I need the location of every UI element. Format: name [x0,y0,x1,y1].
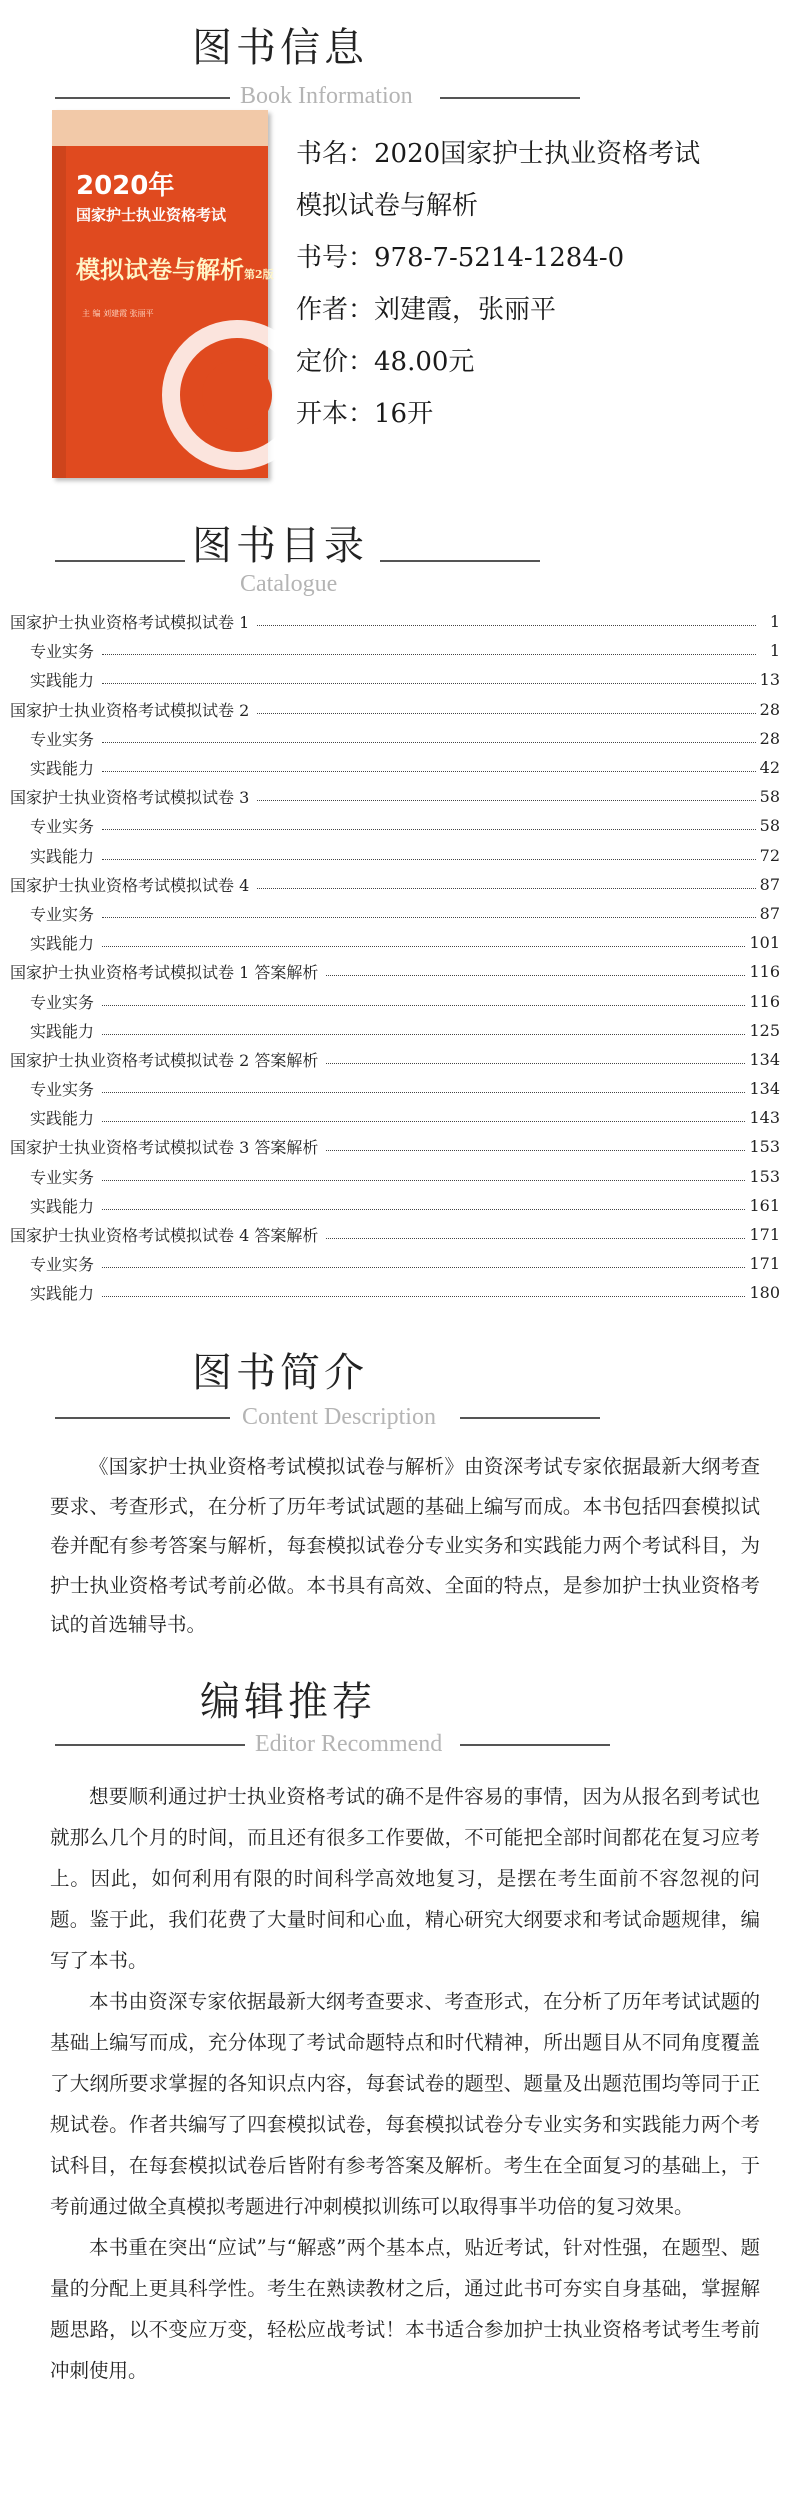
section-header-content [0,1345,790,1430]
toc-leader [326,1063,745,1064]
paragraph: 想要顺利通过护士执业资格考试的确不是件容易的事情，因为从报名到考试也就那么几个月的时间，而且还有很多工作要做，不可能把全部时间都花在复习应考上。因此，如何利用有限的时间科学高效地复习，是摆在考生面前不容忽视的问题。鉴于此，我们花费了大量时间和心血，精心研究大纲要求和考试命题规律，编写了本书。 [50,1785,760,1972]
toc-leader [102,1209,745,1210]
toc-label: 专业实务 [30,1167,95,1187]
cover-authors: 主 编 刘建霞 张丽平 [82,309,154,318]
section-title: 图书目录 [192,523,368,569]
content-description [50,1447,760,1645]
toc-page-number: 1 [769,641,780,661]
paragraph: 本书重在突出“应试”与“解惑”两个基本点，贴近考试，针对性强，在题型、题量的分配上更具科学性。考生在熟读教材之后，通过此书可夯实自身基础，掌握解题思路，以不变应万变，轻松应战考试！本书适合参加护士执业资格考试考生考前冲刺使用。 [50,2236,760,2382]
toc-leader [102,742,756,743]
book-price: 定价：48.00元 [296,347,475,377]
toc-page-number: 116 [749,962,780,982]
toc-page-number: 153 [749,1137,780,1157]
toc-label: 实践能力 [30,846,95,866]
toc-leader [326,1150,745,1151]
toc-page-number: 171 [749,1254,780,1274]
table-of-contents [10,607,780,1308]
toc-entry [10,782,780,811]
toc-page-number: 101 [749,933,780,953]
toc-entry [10,870,780,899]
toc-page-number: 161 [749,1195,780,1215]
section-header-editor [0,1672,790,1757]
toc-entry [10,1132,780,1161]
book-title-line1: 书名：2020国家护士执业资格考试 [296,139,701,169]
toc-leader [102,1296,745,1297]
toc-page-number: 1 [769,612,780,632]
toc-label: 实践能力 [30,934,95,954]
toc-label: 专业实务 [30,729,95,749]
toc-subentry [10,1162,780,1191]
book-info-list [296,128,700,440]
divider [55,1744,245,1746]
toc-page-number: 143 [749,1108,780,1128]
toc-entry [10,695,780,724]
toc-label: 实践能力 [30,1021,95,1041]
toc-page-number: 58 [759,816,780,836]
toc-subentry [10,753,780,782]
book-title-line2: 模拟试卷与解析 [296,191,479,221]
toc-subentry [10,1103,780,1132]
section-subtitle: Catalogue [240,571,338,597]
toc-subentry [10,1191,780,1220]
toc-subentry [10,899,780,928]
toc-subentry [10,665,780,694]
toc-subentry [10,636,780,665]
toc-leader [102,1121,745,1122]
toc-label: 国家护士执业资格考试模拟试卷 1 答案解析 [10,963,319,983]
toc-subentry [10,1074,780,1103]
section-header-book-info [0,20,790,109]
toc-subentry [10,1249,780,1278]
book-cover-image [52,110,274,478]
toc-label: 国家护士执业资格考试模拟试卷 2 [10,700,250,720]
toc-page-number: 116 [749,991,780,1011]
toc-leader [102,1034,745,1035]
toc-page-number: 42 [759,758,780,778]
toc-leader [102,1180,745,1181]
book-format: 开本：16开 [296,399,434,429]
toc-label: 专业实务 [30,1080,95,1100]
toc-page-number: 171 [749,1225,780,1245]
toc-page-number: 72 [759,845,780,865]
toc-label: 实践能力 [30,759,95,779]
cover-spine [52,146,66,478]
toc-page-number: 58 [759,787,780,807]
divider [55,560,185,562]
toc-page-number: 153 [749,1166,780,1186]
divider [380,560,540,562]
divider [460,1744,610,1746]
toc-leader [102,654,756,655]
toc-leader [102,683,756,684]
toc-label: 专业实务 [30,817,95,837]
toc-leader [102,1005,745,1006]
section-header-catalogue [0,520,790,600]
toc-label: 专业实务 [30,642,95,662]
toc-leader [102,771,756,772]
toc-leader [257,888,755,889]
toc-label: 国家护士执业资格考试模拟试卷 1 [10,613,250,633]
toc-label: 国家护士执业资格考试模拟试卷 4 答案解析 [10,1226,319,1246]
toc-page-number: 13 [759,670,780,690]
section-subtitle: Content Description [242,1404,436,1430]
cover-year: 2020年 [76,171,175,201]
cover-edition: 第2版 [244,268,274,281]
toc-leader [102,946,745,947]
toc-leader [257,713,755,714]
toc-page-number: 87 [759,874,780,894]
toc-label: 国家护士执业资格考试模拟试卷 3 答案解析 [10,1138,319,1158]
divider [460,1417,600,1419]
toc-label: 实践能力 [30,1284,95,1304]
toc-leader [257,625,756,626]
cover-graphic-core [202,360,272,430]
toc-subentry [10,1016,780,1045]
toc-page-number: 134 [749,1079,780,1099]
toc-leader [102,917,756,918]
toc-label: 专业实务 [30,1255,95,1275]
toc-label: 实践能力 [30,1109,95,1129]
cover-series: 国家护士执业资格考试 [76,206,227,224]
editor-recommend [50,1776,760,2391]
toc-page-number: 125 [749,1020,780,1040]
toc-leader [326,975,745,976]
paragraph: 《国家护士执业资格考试模拟试卷与解析》由资深考试专家依据最新大纲考查要求、考查形式，在分析了历年考试试题的基础上编写而成。本书包括四套模拟试卷并配有参考答案与解析，每套模拟试卷分专业实务和实践能力两个考试科目，为护士执业资格考试考前必做。本书具有高效、全面的特点，是参加护士执业资格考试的首选辅导书。 [50,1455,760,1636]
toc-label: 国家护士执业资格考试模拟试卷 3 [10,788,250,808]
paragraph: 本书由资深专家依据最新大纲考查要求、考查形式，在分析了历年考试试题的基础上编写而成，充分体现了考试命题特点和时代精神，所出题目从不同角度覆盖了大纲所要求掌握的各知识点内容，每套试卷的题型、题量及出题范围均等同于正规试卷。作者共编写了四套模拟试卷，每套模拟试卷分专业实务和实践能力两个考试科目，在每套模拟试卷后皆附有参考答案及解析。考生在全面复习的基础上，于考前通过做全真模拟考题进行冲刺模拟训练可以取得事半功倍的复习效果。 [50,1990,760,2218]
section-title: 编辑推荐 [200,1679,376,1725]
toc-label: 国家护士执业资格考试模拟试卷 4 [10,875,250,895]
section-title: 图书信息 [192,25,368,71]
section-title: 图书简介 [192,1350,368,1396]
toc-entry [10,957,780,986]
toc-label: 专业实务 [30,992,95,1012]
toc-subentry [10,724,780,753]
toc-page-number: 134 [749,1049,780,1069]
toc-leader [102,829,756,830]
divider [440,97,580,99]
cover-title [76,250,274,285]
book-author: 作者：刘建霞，张丽平 [296,295,557,325]
toc-entry [10,1045,780,1074]
toc-subentry [10,1278,780,1307]
toc-label: 专业实务 [30,904,95,924]
toc-label: 实践能力 [30,1196,95,1216]
toc-label: 国家护士执业资格考试模拟试卷 2 答案解析 [10,1050,319,1070]
toc-leader [102,1092,745,1093]
toc-leader [326,1238,745,1239]
divider [55,1417,230,1419]
toc-subentry [10,841,780,870]
toc-page-number: 87 [759,903,780,923]
toc-subentry [10,928,780,957]
toc-subentry [10,811,780,840]
toc-leader [102,859,756,860]
toc-label: 实践能力 [30,671,95,691]
toc-leader [102,1267,745,1268]
toc-subentry [10,986,780,1015]
toc-page-number: 28 [759,699,780,719]
toc-entry [10,607,780,636]
section-subtitle: Book Information [240,83,413,109]
toc-leader [257,800,755,801]
section-subtitle: Editor Recommend [255,1731,443,1757]
book-isbn: 书号：978-7-5214-1284-0 [296,243,625,273]
cover-title-text: 模拟试卷与解析 [76,255,244,284]
toc-page-number: 180 [749,1283,780,1303]
toc-entry [10,1220,780,1249]
divider [55,97,230,99]
toc-page-number: 28 [759,728,780,748]
cover-band [52,110,268,146]
